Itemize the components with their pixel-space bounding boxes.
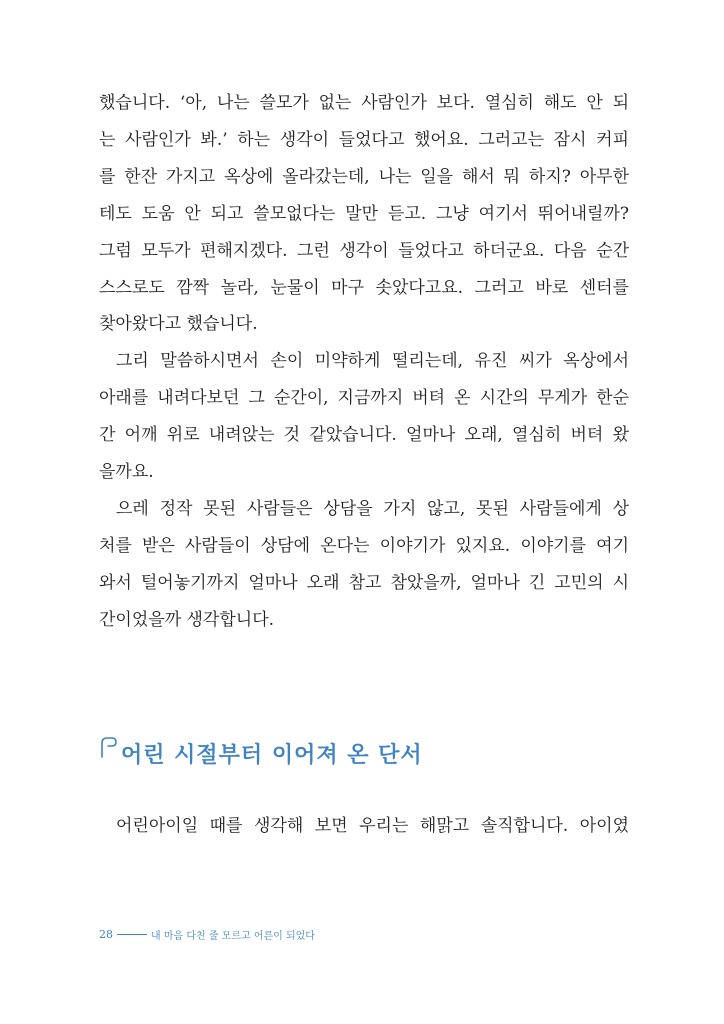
text-line: 을까요. — [99, 462, 154, 483]
text-line: 를 한잔 가지고 옥상에 올라갔는데, 나는 일을 해서 뭐 하지? 아무한 — [99, 166, 629, 187]
text-line: 찾아왔다고 했습니다. — [99, 314, 258, 335]
text-line: 간이었을까 생각합니다. — [99, 609, 275, 630]
text-line: 와서 털어놓기까지 얼마나 오래 참고 참았을까, 얼마나 긴 고민의 시 — [99, 572, 629, 593]
section-body — [99, 808, 629, 845]
text-line: 테도 도움 안 되고 쓸모없다는 말만 듣고. 그냥 여기서 뛰어내릴까? — [99, 203, 629, 224]
text-line: 스스로도 깜짝 놀라, 눈물이 마구 솟았다고요. 그러고 바로 센터를 — [99, 277, 629, 298]
text-line: 어린아이일 때를 생각해 보면 우리는 해맑고 솔직합니다. 아이였 — [116, 816, 629, 836]
text-line: 으레 정작 못된 사람들은 상담을 가지 않고, 못된 사람들에게 상 — [116, 498, 629, 519]
text-line: 간 어깨 위로 내려앉는 것 같았습니다. 얼마나 오래, 열심히 버텨 왔 — [99, 425, 629, 446]
text-line: 했습니다. ‘아, 나는 쓸모가 없는 사람인가 보다. 열심히 해도 안 되 — [99, 93, 629, 113]
footer-divider — [117, 934, 147, 935]
body-text — [99, 85, 629, 639]
quote-mark-icon — [99, 735, 119, 761]
section-heading — [99, 733, 423, 773]
text-line: 는 사람인가 봐.’ 하는 생각이 들었다고 했어요. 그러고는 잠시 커피 — [99, 129, 629, 150]
section-title: 어린 시절부터 이어져 온 단서 — [121, 742, 423, 768]
text-line: 그리 말씀하시면서 손이 미약하게 떨리는데, 유진 씨가 옥상에서 — [116, 351, 629, 372]
book-title: 내 마음 다친 줄 모르고 어른이 되었다 — [151, 931, 315, 942]
text-line: 그럼 모두가 편해지겠다. 그런 생각이 들었다고 하더군요. 다음 순간 — [99, 240, 629, 261]
text-line: 아래를 내려다보던 그 순간이, 지금까지 버텨 온 시간의 무게가 한순 — [99, 388, 629, 409]
page-number: 28 — [99, 928, 113, 941]
text-line: 처를 받은 사람들이 상담에 온다는 이야기가 있지요. 이야기를 여기 — [99, 535, 629, 556]
page-footer — [99, 927, 315, 942]
